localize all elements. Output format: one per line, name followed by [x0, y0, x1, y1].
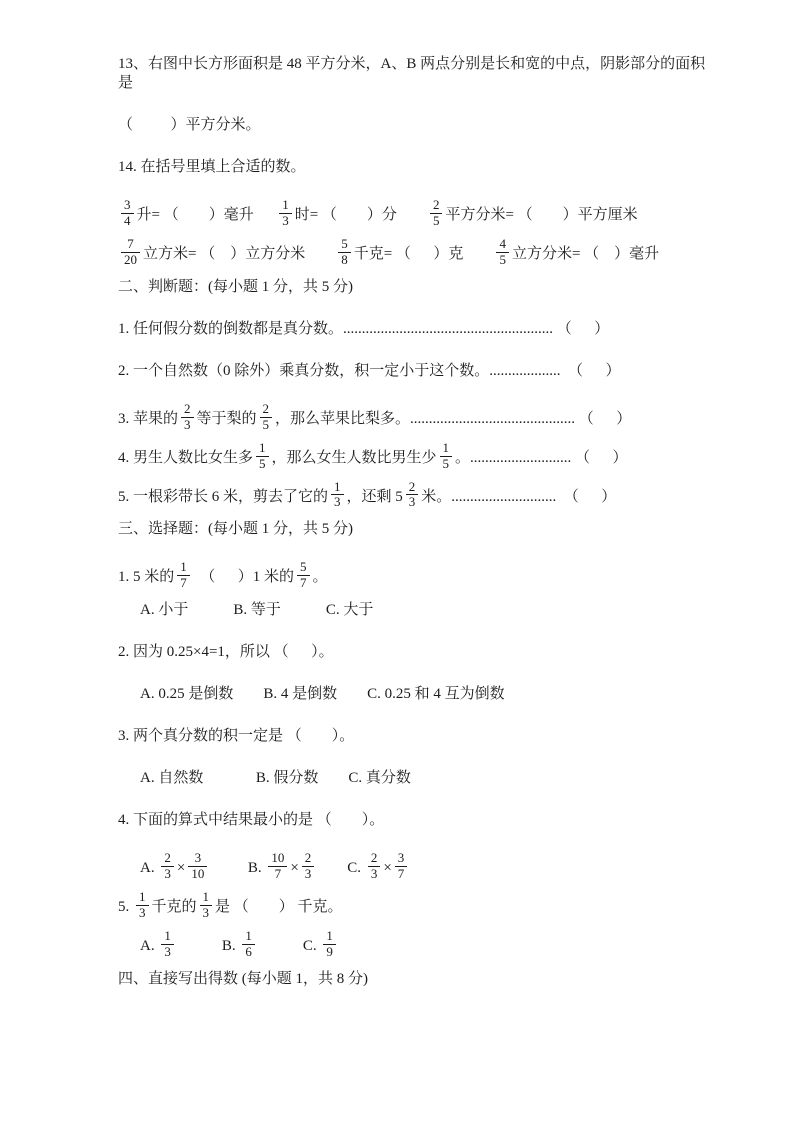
text-run: 千克的	[151, 899, 197, 915]
choice-question-4	[118, 811, 718, 830]
text-run: 4. 下面的算式中结果最小的是 （ ）。	[118, 812, 385, 829]
fraction: $\frac{1}{6}$	[242, 929, 255, 960]
choice-options-5	[118, 928, 718, 962]
choice-options-2	[118, 685, 718, 704]
fraction: $\frac{2}{3}$	[161, 851, 174, 882]
text-run: 千克= （ ）克	[353, 245, 494, 262]
fraction: $\frac{5}{7}$	[297, 560, 310, 591]
choice-question-5	[118, 889, 718, 923]
text-run: A.	[140, 860, 159, 877]
section-4-title: 四、直接写出得数 (每小题 1，共 8 分)	[118, 970, 368, 987]
text-run: B.	[210, 860, 266, 877]
text-run: C.	[257, 937, 321, 954]
fraction: $\frac{3}{10}$	[188, 851, 207, 882]
fraction: $\frac{1}{3}$	[279, 198, 292, 229]
question-13-answer-blank: （ ）平方分米。	[118, 117, 261, 133]
text-run: 1. 5 米的	[118, 569, 175, 586]
text-run: 。........................... （ ）	[455, 449, 628, 466]
text-run: ×	[176, 860, 186, 877]
choice-options-4	[118, 850, 718, 884]
fraction: $\frac{1}{9}$	[323, 929, 336, 960]
fraction: $\frac{4}{5}$	[496, 237, 509, 268]
text-run: A.	[140, 937, 159, 954]
text-run: 平方分米= （ ）平方厘米	[445, 206, 638, 223]
text-run: 时= （ ）分	[294, 206, 427, 223]
fraction: $\frac{2}{5}$	[260, 402, 273, 433]
question-14-title: 14. 在括号里填上合适的数。	[118, 159, 306, 175]
fraction: $\frac{3}{7}$	[395, 851, 408, 882]
fraction: $\frac{1}{5}$	[256, 441, 269, 472]
fraction: $\frac{1}{3}$	[200, 890, 213, 921]
text-run: ，那么女生人数比男生少	[271, 449, 437, 466]
fraction: $\frac{1}{3}$	[331, 480, 344, 511]
text-run: 米。............................ （ ）	[421, 488, 617, 505]
text-run: （ ）1 米的	[192, 569, 295, 586]
fraction: $\frac{2}{5}$	[430, 198, 443, 229]
text-run: 1. 任何假分数的倒数都是真分数。........................................................ （ ）	[118, 320, 610, 337]
fraction: $\frac{1}{3}$	[136, 890, 149, 921]
fraction: $\frac{5}{8}$	[338, 237, 351, 268]
fraction: $\frac{3}{4}$	[121, 198, 134, 229]
text-run: 是 （ ） 千克。	[215, 899, 343, 915]
section-2-title: 二、判断题：(每小题 1 分，共 5 分)	[118, 278, 353, 295]
choice-question-1	[118, 559, 718, 593]
fraction: $\frac{7}{20}$	[121, 237, 140, 268]
text-run: C.	[317, 860, 365, 877]
fraction: $\frac{10}{7}$	[268, 851, 287, 882]
section-3-title: 三、选择题：(每小题 1 分，共 5 分)	[118, 521, 353, 538]
text-run: A. 小于 B. 等于 C. 大于	[140, 602, 374, 619]
text-run: 5.	[118, 899, 133, 915]
question-13-line-1: 13、右图中长方形面积是 48 平方分米，A、B 两点分别是长和宽的中点，阴影部分的面积是	[118, 56, 706, 91]
text-run: 等于梨的	[196, 410, 257, 427]
judgment-item-3	[118, 400, 718, 435]
choice-options-1	[118, 601, 718, 620]
fraction: $\frac{2}{3}$	[181, 402, 194, 433]
fraction: $\frac{1}{7}$	[177, 560, 190, 591]
text-run: 2. 因为 0.25×4=1，所以 （ ）。	[118, 644, 334, 661]
text-run: ×	[290, 860, 299, 877]
text-run: ，还剩 5	[346, 488, 403, 505]
fraction: $\frac{1}{5}$	[440, 441, 453, 472]
choice-question-3	[118, 727, 718, 746]
text-run: B.	[176, 937, 240, 954]
choice-options-3	[118, 769, 718, 788]
judgment-item-5	[118, 478, 718, 513]
text-run: ，那么苹果比梨多。............................................ （ ）	[275, 410, 632, 427]
fraction: $\frac{2}{3}$	[368, 851, 381, 882]
text-run: 2. 一个自然数（0 除外）乘真分数，积一定小于这个数。................... （ ）	[118, 362, 621, 379]
text-run: 3. 两个真分数的积一定是 （ ）。	[118, 728, 355, 745]
text-run: ×	[383, 860, 392, 877]
judgment-item-2	[118, 362, 718, 381]
judgment-item-1	[118, 320, 718, 339]
text-run: 立方分米= （ ）毫升	[511, 245, 660, 262]
fraction: $\frac{2}{3}$	[302, 851, 315, 882]
text-run: 5. 一根彩带长 6 米，剪去了它的	[118, 488, 329, 505]
question-14-row-1	[118, 197, 718, 231]
text-run: 3. 苹果的	[118, 410, 179, 427]
judgment-item-4	[118, 439, 718, 474]
choice-question-2	[118, 643, 718, 662]
text-run: 立方米= （ ）立方分米	[143, 245, 336, 262]
text-run: 升= （ ）毫升	[136, 206, 277, 223]
text-run: 。	[312, 569, 328, 586]
text-run: 4. 男生人数比女生多	[118, 449, 254, 466]
text-run: A. 0.25 是倒数 B. 4 是倒数 C. 0.25 和 4 互为倒数	[140, 686, 505, 703]
text-run: A. 自然数 B. 假分数 C. 真分数	[140, 770, 411, 787]
fraction: $\frac{2}{3}$	[406, 480, 419, 511]
question-14-row-2	[118, 235, 718, 270]
fraction: $\frac{1}{3}$	[161, 929, 174, 960]
